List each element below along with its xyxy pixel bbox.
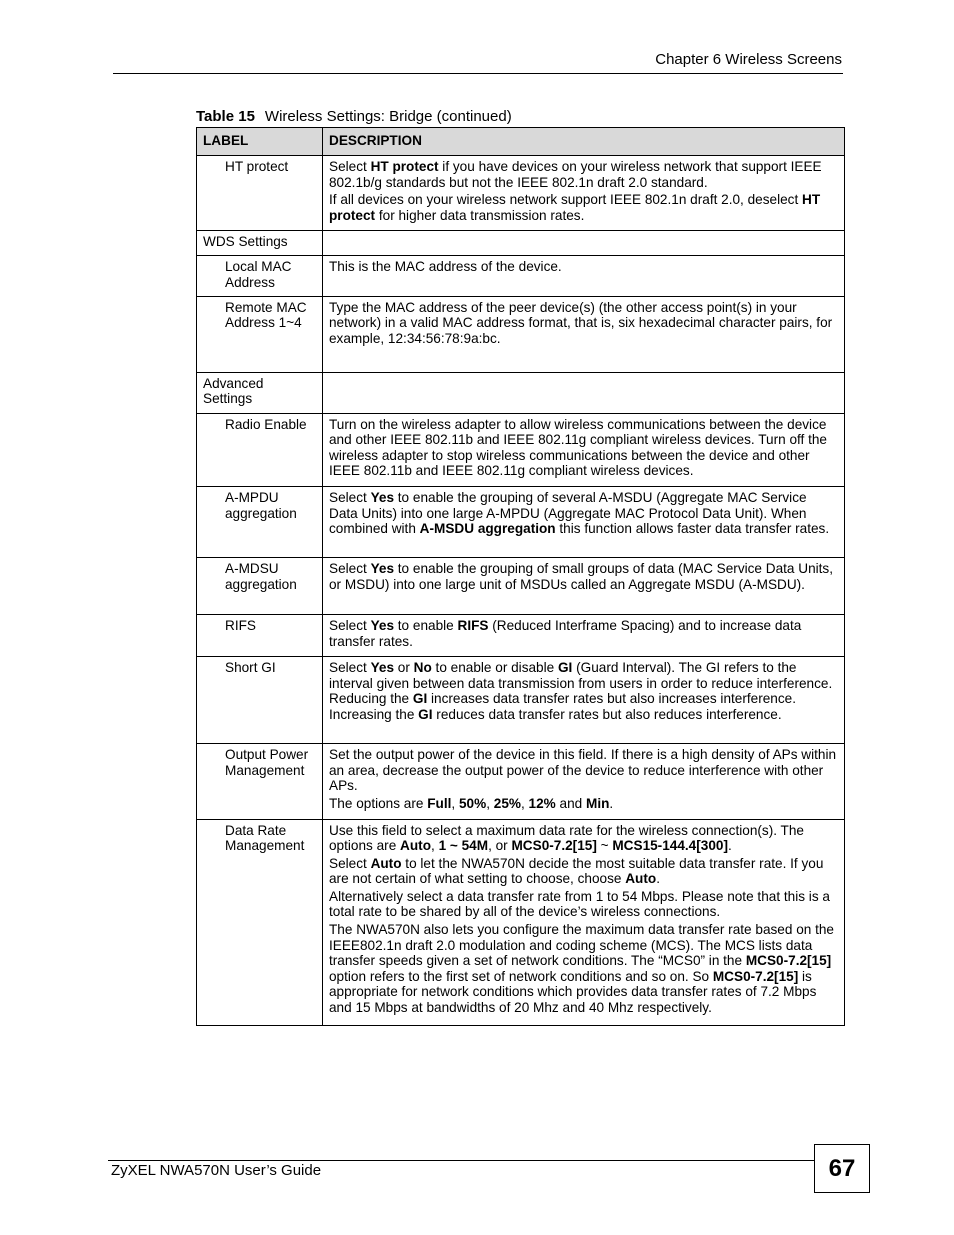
description-paragraph xyxy=(329,259,838,275)
description-text: Turn on the wireless adapter to allow wireless communications between the device and other IEEE 802.11b and IEEE 802.11g compliant wireless devices. Turn off the wireless adapter to stop wireless communications between the device and other IEEE 802.11b and IEEE 802.11g compliant wireless devices. xyxy=(329,416,827,479)
row-label: Radio Enable xyxy=(197,413,323,486)
row-label: A-MPDU aggregation xyxy=(197,486,323,557)
row-description xyxy=(323,486,845,557)
table-header-row xyxy=(197,128,845,156)
bold-term: Yes xyxy=(370,560,394,576)
description-text: to enable the grouping of several A-MSDU (Aggregate MAC Service Data Units) into one large A-MPDU (Aggregate MAC Protocol Data Unit). When combined with xyxy=(329,489,807,537)
table-row xyxy=(197,156,845,231)
description-text: to enable xyxy=(394,617,458,633)
description-text: reduces data transfer rates but also reduces interference. xyxy=(432,706,782,722)
table-caption xyxy=(196,108,512,125)
bold-term: MCS15-144.4[300] xyxy=(612,838,728,854)
description-text: . xyxy=(609,795,614,811)
description-text: if you have devices on your wireless network that support IEEE 802.1b/g standards but not the IEEE 802.1n draft 2.0 standard. xyxy=(329,159,822,190)
row-label: RIFS xyxy=(197,614,323,656)
description-paragraph xyxy=(329,796,838,812)
description-text: for higher data transmission rates. xyxy=(375,207,585,223)
bold-term: Min xyxy=(586,795,610,811)
header-rule xyxy=(113,73,843,74)
description-text: increases data transfer rates but also increases interference. Increasing the xyxy=(329,691,796,722)
row-label: Remote MAC Address 1~4 xyxy=(197,296,323,372)
description-paragraph xyxy=(329,856,838,887)
description-text: , xyxy=(451,795,459,811)
bold-term: A-MSDU aggregation xyxy=(419,521,556,537)
bold-term: GI xyxy=(557,660,573,676)
row-label: A-MDSU aggregation xyxy=(197,557,323,614)
table-row xyxy=(197,819,845,1025)
description-text: . xyxy=(727,838,732,854)
bold-term: HT protect xyxy=(370,159,439,174)
table-caption-number: Table 15 xyxy=(196,108,255,125)
description-paragraph xyxy=(329,889,838,920)
chapter-title: Chapter 6 Wireless Screens xyxy=(655,51,842,68)
row-description xyxy=(323,413,845,486)
description-text: . xyxy=(656,871,660,887)
description-paragraph xyxy=(329,561,838,592)
description-text: option refers to the first set of network conditions and so on. So xyxy=(329,968,713,984)
guide-title: ZyXEL NWA570N User’s Guide xyxy=(111,1162,322,1179)
description-text: Select xyxy=(329,159,371,174)
description-text: If all devices on your wireless network support IEEE 802.1n draft 2.0, deselect xyxy=(329,192,803,208)
description-text: , xyxy=(486,795,494,811)
table-row xyxy=(197,557,845,614)
bold-term: MCS0-7.2[15] xyxy=(712,968,799,984)
bold-term: 1 ~ 54M xyxy=(438,838,489,854)
row-description xyxy=(323,231,845,256)
description-text: Type the MAC address of the peer device(s) (the other access point(s) in your network) in a valid MAC address format, that is, six hexadecimal character pairs, for example, 12:34:56:78:9a:bc. xyxy=(329,299,833,346)
row-label: Local MAC Address xyxy=(197,256,323,296)
description-paragraph xyxy=(329,618,838,649)
table-caption-text: Wireless Settings: Bridge (continued) xyxy=(264,108,512,125)
description-text: and xyxy=(555,795,586,811)
description-text: (Guard Interval). The GI refers to the interval given between data transmission from users in order to reduce interference. Reducing the xyxy=(329,660,833,707)
description-text: this function allows faster data transfer rates. xyxy=(555,521,830,537)
row-description xyxy=(323,819,845,1025)
table-row xyxy=(197,296,845,372)
table-body xyxy=(197,156,845,1026)
description-text: , xyxy=(431,838,439,854)
description-paragraph xyxy=(329,159,838,190)
description-text: ~ xyxy=(596,838,613,854)
row-label: Output Power Management xyxy=(197,744,323,819)
bold-term: Yes xyxy=(370,489,394,505)
description-text: Select xyxy=(329,560,371,576)
table-row xyxy=(197,256,845,296)
bold-term: 50% xyxy=(458,795,487,811)
row-description xyxy=(323,256,845,296)
bold-term: 12% xyxy=(528,795,556,811)
description-paragraph xyxy=(329,660,838,722)
bold-term: GI xyxy=(418,706,433,722)
row-label: HT protect xyxy=(197,156,323,231)
table-row xyxy=(197,413,845,486)
table-row xyxy=(197,744,845,819)
table-row xyxy=(197,657,845,744)
bold-term: Auto xyxy=(400,838,431,854)
description-text: The options are xyxy=(329,795,428,811)
bold-term: RIFS xyxy=(457,617,489,633)
row-description xyxy=(323,744,845,819)
description-text: Select xyxy=(329,617,371,633)
table-row xyxy=(197,614,845,656)
description-text: Set the output power of the device in this field. If there is a high density of APs within an area, decrease the output power of the device to reduce interference with other APs. xyxy=(329,747,837,794)
wireless-settings-table xyxy=(196,127,845,1026)
bold-term: HT protect xyxy=(329,192,821,223)
bold-term: No xyxy=(413,660,432,676)
description-text: The NWA570N also lets you configure the maximum data transfer rate based on the IEEE802.1n draft 2.0 modulation and coding scheme (MCS). The MCS lists data transfer speeds given a set of network conditions. The “MCS0” in the xyxy=(329,922,834,969)
description-text: Select xyxy=(329,855,371,871)
bold-term: 25% xyxy=(493,795,521,811)
row-description xyxy=(323,557,845,614)
bold-term: MCS0-7.2[15] xyxy=(745,953,832,969)
description-paragraph xyxy=(329,300,838,347)
description-paragraph xyxy=(329,747,838,794)
bold-term: Full xyxy=(427,795,452,811)
bold-term: Yes xyxy=(370,617,394,633)
description-paragraph xyxy=(329,417,838,479)
row-label: Short GI xyxy=(197,657,323,744)
description-text: (Reduced Interframe Spacing) and to increase data transfer rates. xyxy=(329,617,802,649)
description-text: , or xyxy=(488,838,512,854)
row-description xyxy=(323,156,845,231)
description-text: or xyxy=(394,660,414,676)
description-text: to enable the grouping of small groups of data (MAC Service Data Units, or MSDU) into one large unit of MSDUs called an Aggregate MSDU (A-MSDU). xyxy=(329,560,834,592)
description-text: This is the MAC address of the device. xyxy=(329,259,562,275)
description-paragraph xyxy=(329,192,838,223)
description-text: Use this field to select a maximum data rate for the wireless connection(s). The options are xyxy=(329,822,804,854)
row-description xyxy=(323,657,845,744)
bold-term: MCS0-7.2[15] xyxy=(511,838,597,854)
row-description xyxy=(323,372,845,413)
bold-term: Yes xyxy=(370,660,394,676)
description-text: Alternatively select a data transfer rate from 1 to 54 Mbps. Please note that this is a total rate to be shared by all of the device’s wireless connections. xyxy=(329,888,830,920)
description-paragraph xyxy=(329,490,838,537)
description-text: is appropriate for network conditions which provides data transfer rates of 7.2 Mbps and 15 Mbps at bandwidths of 20 Mhz and 40 Mhz respectively. xyxy=(329,968,817,1016)
description-text: , xyxy=(520,795,529,811)
description-text: to let the NWA570N decide the most suitable data transfer rate. If you are not certain of what setting to choose, choose xyxy=(329,855,824,887)
bold-term: Auto xyxy=(625,871,657,887)
row-label: Advanced Settings xyxy=(197,372,323,413)
row-label: Data Rate Management xyxy=(197,819,323,1025)
description-column-header: DESCRIPTION xyxy=(323,128,845,156)
table-row xyxy=(197,231,845,256)
description-paragraph xyxy=(329,823,838,854)
table-row xyxy=(197,372,845,413)
bold-term: GI xyxy=(412,691,428,707)
description-text: Select xyxy=(329,489,371,505)
page-number: 67 xyxy=(814,1144,870,1193)
table-row xyxy=(197,486,845,557)
row-label: WDS Settings xyxy=(197,231,323,256)
description-text: to enable or disable xyxy=(431,660,558,676)
description-text: Select xyxy=(329,660,371,676)
bold-term: Auto xyxy=(370,855,402,871)
row-description xyxy=(323,296,845,372)
row-description xyxy=(323,614,845,656)
description-paragraph xyxy=(329,922,838,1016)
label-column-header: LABEL xyxy=(197,128,323,156)
footer-rule xyxy=(108,1160,814,1161)
